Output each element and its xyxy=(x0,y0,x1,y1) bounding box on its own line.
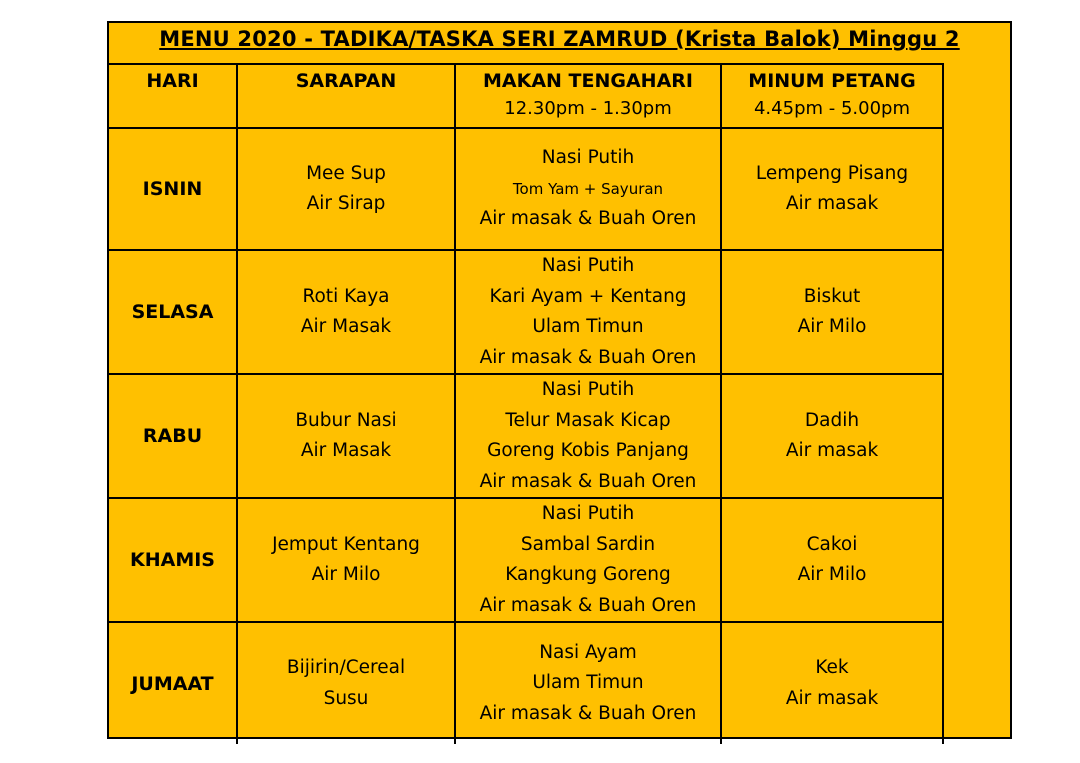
makan-item: Telur Masak Kicap xyxy=(505,409,671,431)
header-makan xyxy=(455,64,721,128)
header-sarapan-label: SARAPAN xyxy=(295,70,397,92)
menu-row xyxy=(109,498,943,622)
makan-item: Ulam Timun xyxy=(532,316,644,337)
day-label: JUMAAT xyxy=(131,672,214,695)
day-cell xyxy=(109,374,237,498)
makan-item: Kari Ayam + Kentang xyxy=(489,285,687,307)
minum-cell xyxy=(721,128,943,250)
makan-item: Air masak & Buah Oren xyxy=(479,470,697,492)
minum-cell xyxy=(721,498,943,622)
makan-item: Kangkung Goreng xyxy=(505,564,671,585)
makan-cell xyxy=(455,374,721,498)
menu-document xyxy=(107,21,1012,739)
menu-row xyxy=(109,374,943,498)
makan-item: Goreng Kobis Panjang xyxy=(487,440,689,461)
header-row xyxy=(109,64,943,128)
minum-item: Air masak xyxy=(785,440,879,461)
sarapan-cell xyxy=(237,128,455,250)
makan-cell xyxy=(455,250,721,374)
sarapan-item: Air Masak xyxy=(300,440,392,461)
menu-table xyxy=(109,63,944,744)
sarapan-item: Bijirin/Cereal xyxy=(286,657,406,678)
makan-item: Nasi Ayam xyxy=(539,641,637,663)
header-hari-label: HARI xyxy=(146,70,199,92)
day-label: RABU xyxy=(142,425,203,447)
header-minum-label: MINUM PETANG xyxy=(748,70,916,92)
header-minum xyxy=(721,64,943,128)
minum-item: Dadih xyxy=(804,409,860,431)
header-makan-label: MAKAN TENGAHARI xyxy=(482,70,693,92)
menu-row xyxy=(109,622,943,744)
minum-item: Kek xyxy=(815,657,849,678)
sarapan-item: Mee Sup xyxy=(306,162,386,184)
minum-item: Cakoi xyxy=(806,533,858,555)
minum-item: Biskut xyxy=(803,285,861,307)
makan-item: Nasi Putih xyxy=(541,255,635,276)
makan-item: Air masak & Buah Oren xyxy=(479,702,697,724)
makan-cell xyxy=(455,622,721,744)
day-cell xyxy=(109,128,237,250)
makan-item: Nasi Putih xyxy=(541,147,635,169)
makan-item: Sambal Sardin xyxy=(520,533,656,555)
makan-cell xyxy=(455,498,721,622)
sarapan-item: Air Sirap xyxy=(306,193,386,214)
sarapan-cell xyxy=(237,374,455,498)
header-minum-time: 4.45pm - 5.00pm xyxy=(753,98,910,119)
sarapan-item: Air Masak xyxy=(300,316,392,337)
minum-cell xyxy=(721,250,943,374)
day-cell xyxy=(109,498,237,622)
minum-item: Lempeng Pisang xyxy=(755,162,909,184)
sarapan-cell xyxy=(237,622,455,744)
minum-item: Air Milo xyxy=(797,316,867,337)
sarapan-item: Roti Kaya xyxy=(302,285,390,307)
day-cell xyxy=(109,622,237,744)
makan-item: Air masak & Buah Oren xyxy=(479,208,697,230)
day-label: SELASA xyxy=(131,301,214,323)
makan-item: Ulam Timun xyxy=(532,672,644,694)
menu-row xyxy=(109,250,943,374)
makan-item: Tom Yam + Sayuran xyxy=(512,179,664,198)
header-makan-time: 12.30pm - 1.30pm xyxy=(504,98,672,119)
sarapan-item: Air Milo xyxy=(311,564,381,585)
sarapan-item: Jemput Kentang xyxy=(272,533,420,555)
makan-item: Air masak & Buah Oren xyxy=(479,594,697,616)
sarapan-item: Bubur Nasi xyxy=(295,409,397,431)
makan-cell xyxy=(455,128,721,250)
sarapan-cell xyxy=(237,498,455,622)
makan-item: Air masak & Buah Oren xyxy=(479,346,697,368)
day-cell xyxy=(109,250,237,374)
makan-item: Nasi Putih xyxy=(541,503,635,524)
sarapan-item: Susu xyxy=(323,687,369,709)
minum-cell xyxy=(721,622,943,744)
minum-item: Air masak xyxy=(785,687,879,709)
makan-item: Nasi Putih xyxy=(541,379,635,400)
minum-item: Air Milo xyxy=(797,564,867,585)
day-label: ISNIN xyxy=(142,178,203,200)
header-sarapan xyxy=(237,64,455,128)
minum-cell xyxy=(721,374,943,498)
minum-item: Air masak xyxy=(785,193,879,214)
menu-title: MENU 2020 - TADIKA/TASKA SERI ZAMRUD (Krista Balok) Minggu 2 xyxy=(159,27,960,51)
header-hari xyxy=(109,64,237,128)
menu-row xyxy=(109,128,943,250)
sarapan-cell xyxy=(237,250,455,374)
day-label: KHAMIS xyxy=(130,549,215,571)
